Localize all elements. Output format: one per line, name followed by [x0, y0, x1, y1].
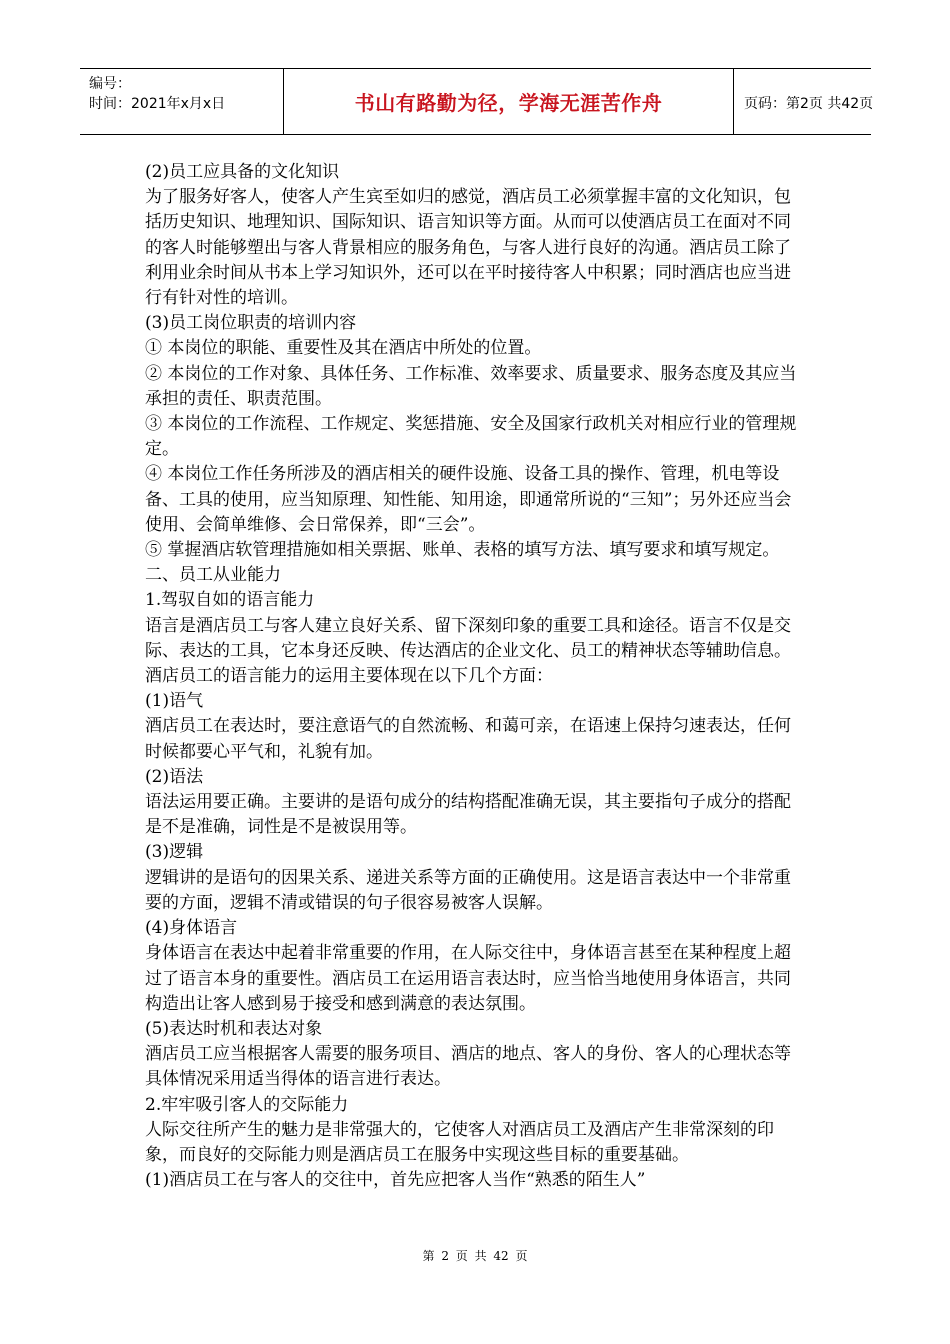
- list-item: ⑤ 掌握酒店软管理措施如相关票据、账单、表格的填写方法、填写要求和填写规定。: [145, 540, 780, 561]
- page-header: [80, 68, 874, 135]
- list-item: ① 本岗位的职能、重要性及其在酒店中所处的位置。: [145, 338, 542, 359]
- page-footer: 第 2 页 共 42 页: [422, 1249, 528, 1263]
- header-motto: 书山有路勤为径，学海无涯苦作舟: [354, 91, 663, 115]
- header-page-cell: [734, 69, 874, 134]
- document-date-label: 时间：2021年x月x日: [89, 96, 226, 112]
- body-paragraph: 为了服务好客人，使客人产生宾至如归的感觉，酒店员工必须掌握丰富的文化知识，包括历史知识、地理知识、国际知识、语言知识等方面。从而可以使酒店员工在面对不同的客人时能够塑出与客人背景相应的服务角色，与客人进行良好的沟通。酒店员工除了利用业余时间从书本上学习知识外，还可以在平时接待客人中积累；同时酒店也应当进行有针对性的培训。: [145, 187, 791, 309]
- subsection-heading: (4)身体语言: [145, 918, 238, 939]
- list-item: ③ 本岗位的工作流程、工作规定、奖惩措施、安全及国家行政机关对相应行业的管理规定。: [145, 414, 797, 460]
- subsection-heading: (5)表达时机和表达对象: [145, 1018, 323, 1039]
- document-body: [145, 160, 805, 1193]
- body-paragraph: 语法运用要正确。主要讲的是语句成分的结构搭配准确无误，其主要指句子成分的搭配是不是准确，词性是不是被误用等。: [145, 792, 791, 838]
- body-paragraph: 逻辑讲的是语句的因果关系、递进关系等方面的正确使用。这是语言表达中一个非常重要的方面，逻辑不清或错误的句子很容易被客人误解。: [145, 867, 791, 913]
- body-paragraph: 酒店员工应当根据客人需要的服务项目、酒店的地点、客人的身份、客人的心理状态等具体情况采用适当得体的语言进行表达。: [145, 1044, 791, 1090]
- chapter-heading: 二、员工从业能力: [145, 565, 281, 586]
- header-info-cell: [80, 69, 283, 134]
- list-item: ② 本岗位的工作对象、具体任务、工作标准、效率要求、质量要求、服务态度及其应当承担的责任、职责范围。: [145, 363, 797, 409]
- section-heading: (3)员工岗位职责的培训内容: [145, 313, 357, 334]
- subsection-heading: (1)酒店员工在与客人的交往中，首先应把客人当作“熟悉的陌生人”: [145, 1170, 646, 1191]
- header-page-label: 页码：第2页 共42页: [744, 96, 874, 112]
- section-heading: 2.牢牢吸引客人的交际能力: [145, 1094, 349, 1115]
- subsection-heading: (2)语法: [145, 766, 204, 787]
- section-heading: (2)员工应具备的文化知识: [145, 162, 340, 182]
- document-number-label: 编号：: [89, 76, 131, 92]
- subsection-heading: (1)语气: [145, 691, 204, 712]
- body-paragraph: 酒店员工在表达时，要注意语气的自然流畅、和蔼可亲，在语速上保持匀速表达，任何时候都要心平气和，礼貌有加。: [145, 716, 791, 762]
- body-paragraph: 身体语言在表达中起着非常重要的作用，在人际交往中，身体语言甚至在某种程度上超过了语言本身的重要性。酒店员工在运用语言表达时，应当恰当地使用身体语言，共同构造出让客人感到易于接受和感到满意的表达氛围。: [145, 943, 791, 1014]
- subsection-heading: (3)逻辑: [145, 842, 204, 863]
- list-item: ④ 本岗位工作任务所涉及的酒店相关的硬件设施、设备工具的操作、管理，机电等设备、工具的使用，应当知原理、知性能、知用途，即通常所说的“三知”；另外还应当会使用、会简单维修、会日常保养，即“三会”。: [145, 464, 792, 535]
- body-paragraph: 人际交往所产生的魅力是非常强大的，它使客人对酒店员工及酒店产生非常深刻的印象，而良好的交际能力则是酒店员工在服务中实现这些目标的重要基础。: [145, 1119, 774, 1165]
- header-motto-cell: [283, 69, 734, 134]
- body-paragraph: 语言是酒店员工与客人建立良好关系、留下深刻印象的重要工具和途径。语言不仅是交际、表达的工具，它本身还反映、传达酒店的企业文化、员工的精神状态等辅助信息。酒店员工的语言能力的运用主要体现在以下几个方面：: [145, 615, 791, 687]
- section-heading: 1.驾驭自如的语言能力: [145, 590, 315, 611]
